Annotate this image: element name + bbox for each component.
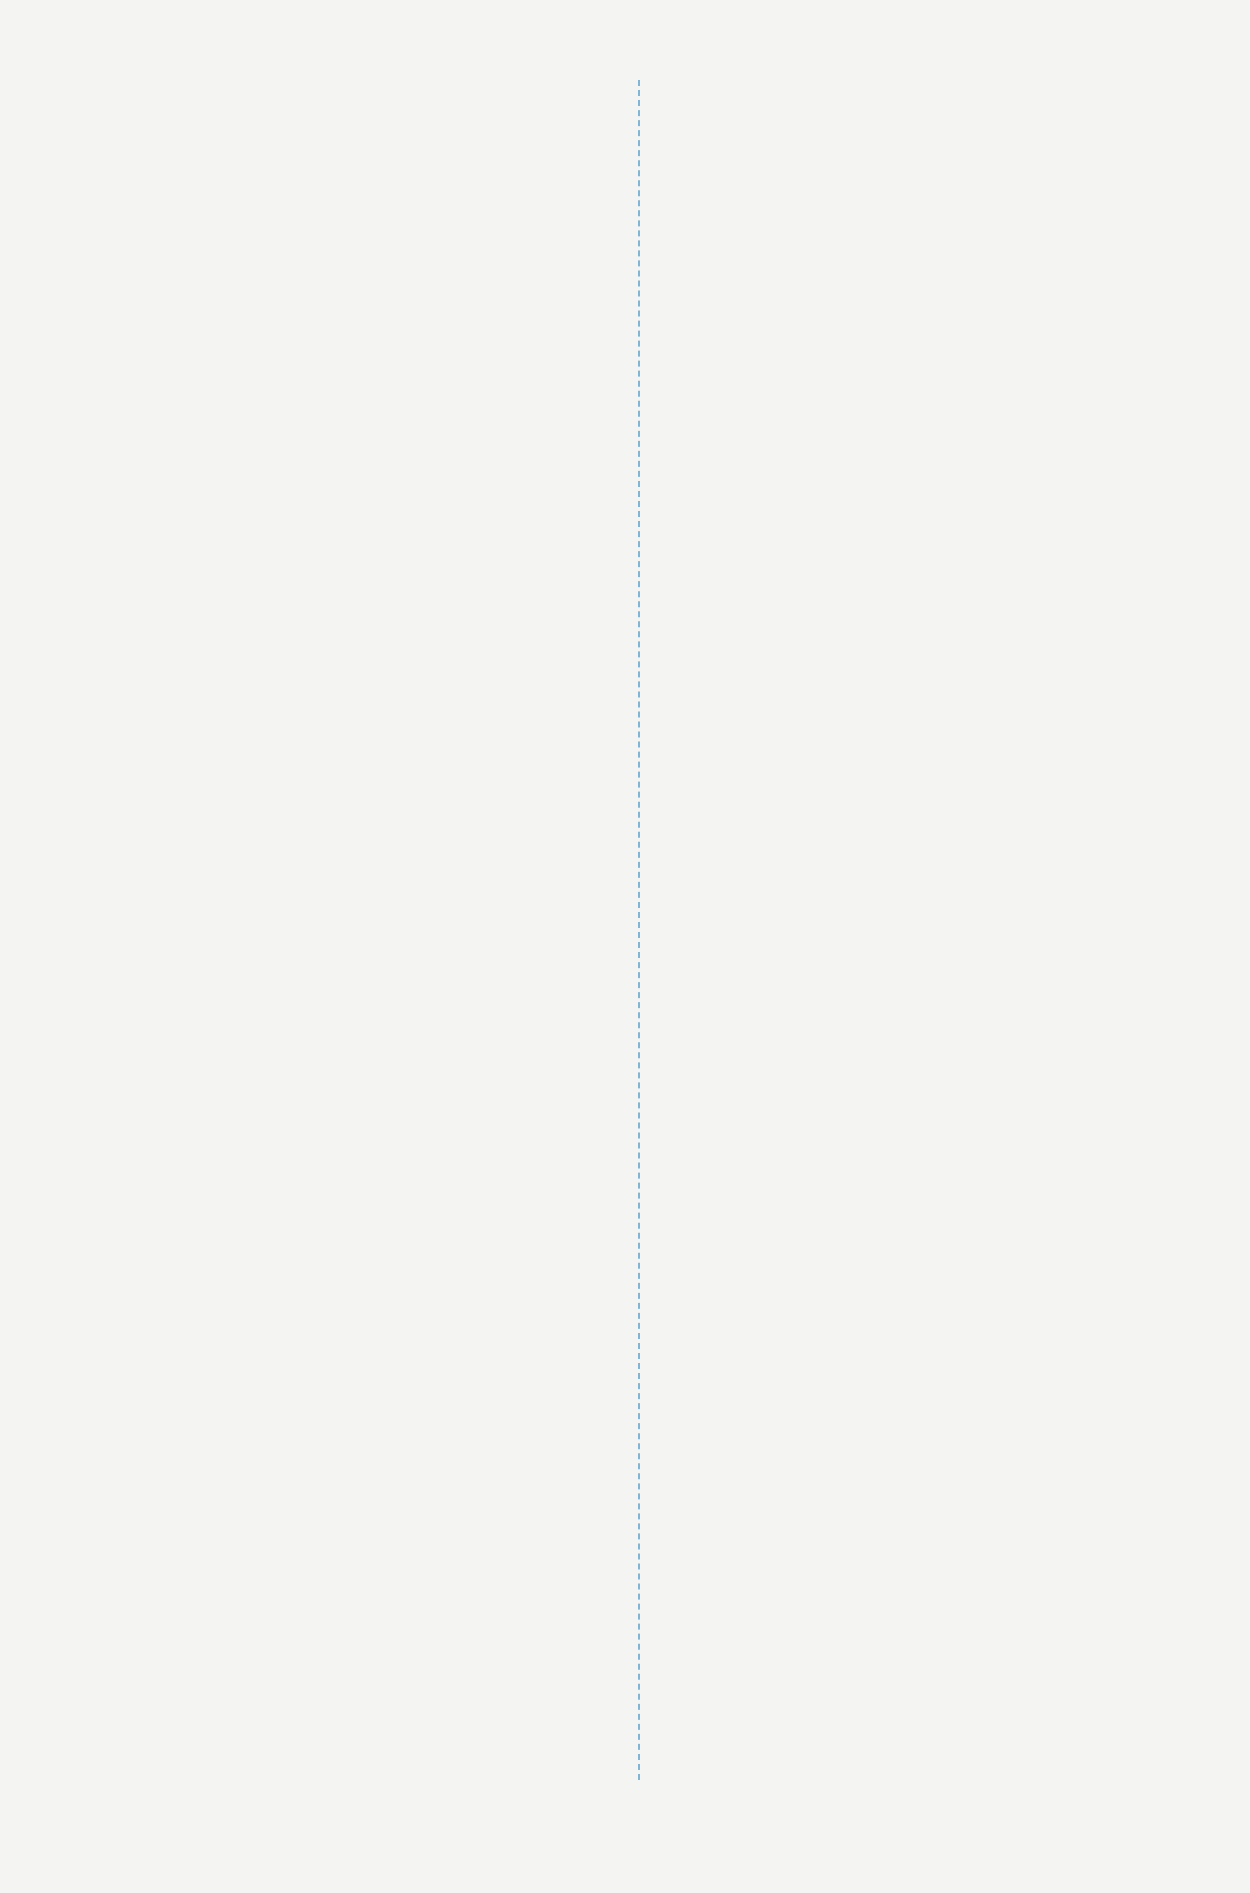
column-divider	[638, 80, 640, 1780]
